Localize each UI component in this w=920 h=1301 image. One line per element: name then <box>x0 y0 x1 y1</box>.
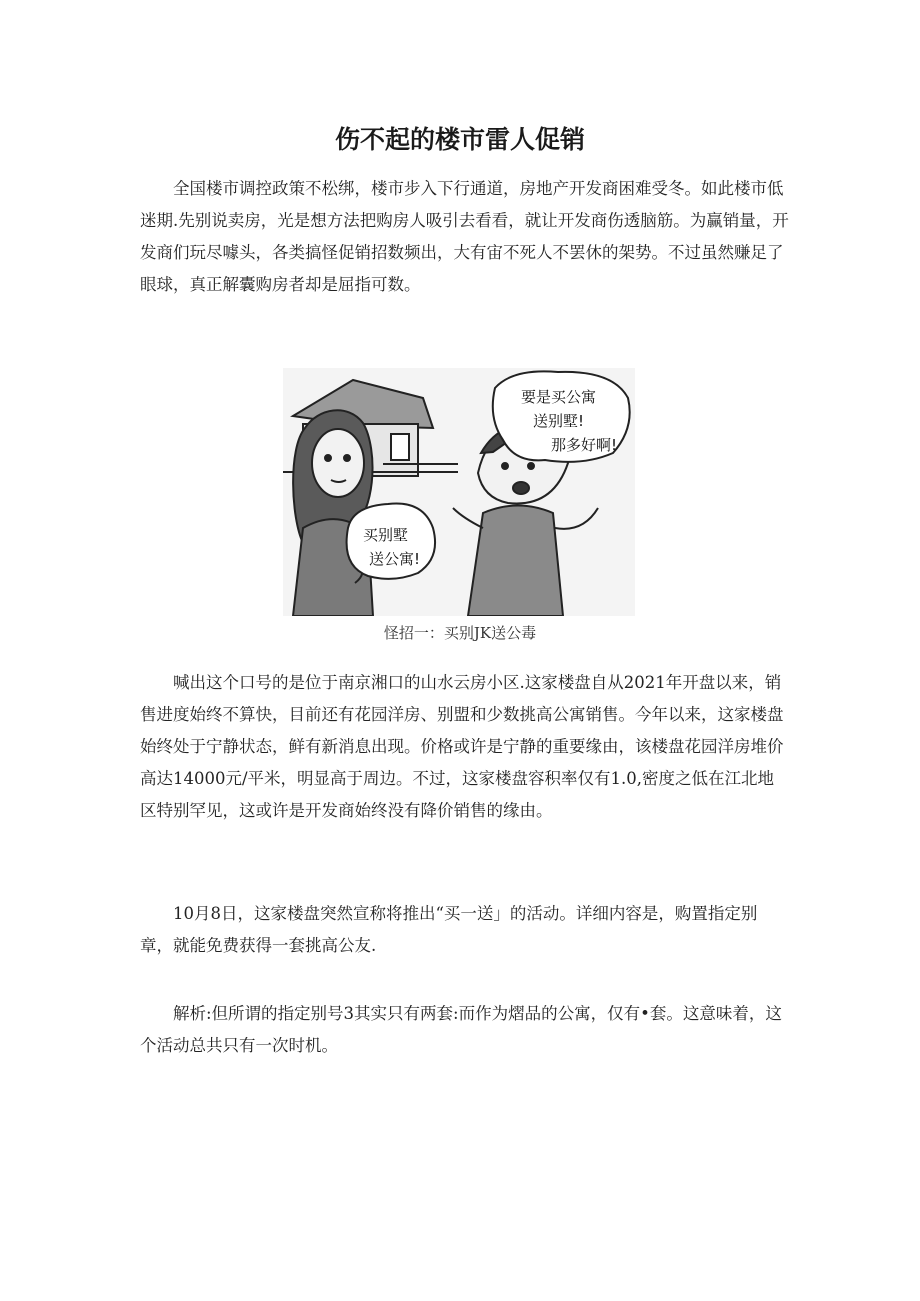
speech-bubble-left <box>347 504 436 579</box>
body-paragraph-2: 10月8日，这家楼盘突然宣称将推出“买一送」的活动。详细内容是，购置指定别章，就能免费获得一套挑高公友. <box>140 904 758 955</box>
bubble-right-line-1: 要是买公寓 <box>521 388 597 406</box>
bubble-right-line-3: 那多好啊! <box>551 436 618 454</box>
bubble-left-line-1: 买别墅 <box>363 526 409 544</box>
bubble-right-line-2: 送别墅! <box>533 412 585 430</box>
bubble-left-line-2: 送公寓! <box>369 550 421 568</box>
figure-caption: 怪招一：买别JK送公毒 <box>383 624 537 642</box>
page-title: 伤不起的楼市雷人促销 <box>334 125 585 154</box>
analysis-paragraph: 解析:但所谓的指定别号3其实只有两套:而作为熠品的公寓，仅有•套。这意味着，这个活动总共只有一次时机。 <box>140 1004 782 1055</box>
cartoon-drawing <box>283 368 635 616</box>
intro-paragraph: 全国楼市调控政策不松绑，楼市步入下行通道，房地产开发商困难受冬。如此楼市低迷期.先别说卖房，光是想方法把购房人吸引去看看，就让开发商伤透脑筋。为赢销量，开发商们玩尽噱头，各类搞怪促销招数频出，大有宙不死人不罢休的架势。不过虽然赚足了眼球，真正解囊购房者却是屈指可数。 <box>140 179 789 294</box>
speech-bubble-right <box>493 371 630 462</box>
cartoon-illustration <box>283 368 635 616</box>
body-paragraph-1: 喊出这个口号的是位于南京湘口的山水云房小区.这家楼盘自从2021年开盘以来，销售进度始终不算快，目前还有花园洋房、别盟和少数挑高公寓销售。今年以来，这家楼盘始终处于宁静状态，鲜有新消息出现。价格或许是宁静的重要缘由，该楼盘花园洋房堆价高达14000元/平米，明显高于周边。不过，这家楼盘容积率仅有1.0,密度之低在江北地区特别罕见，这或许是开发商始终没有降价销售的缘由。 <box>140 673 784 820</box>
